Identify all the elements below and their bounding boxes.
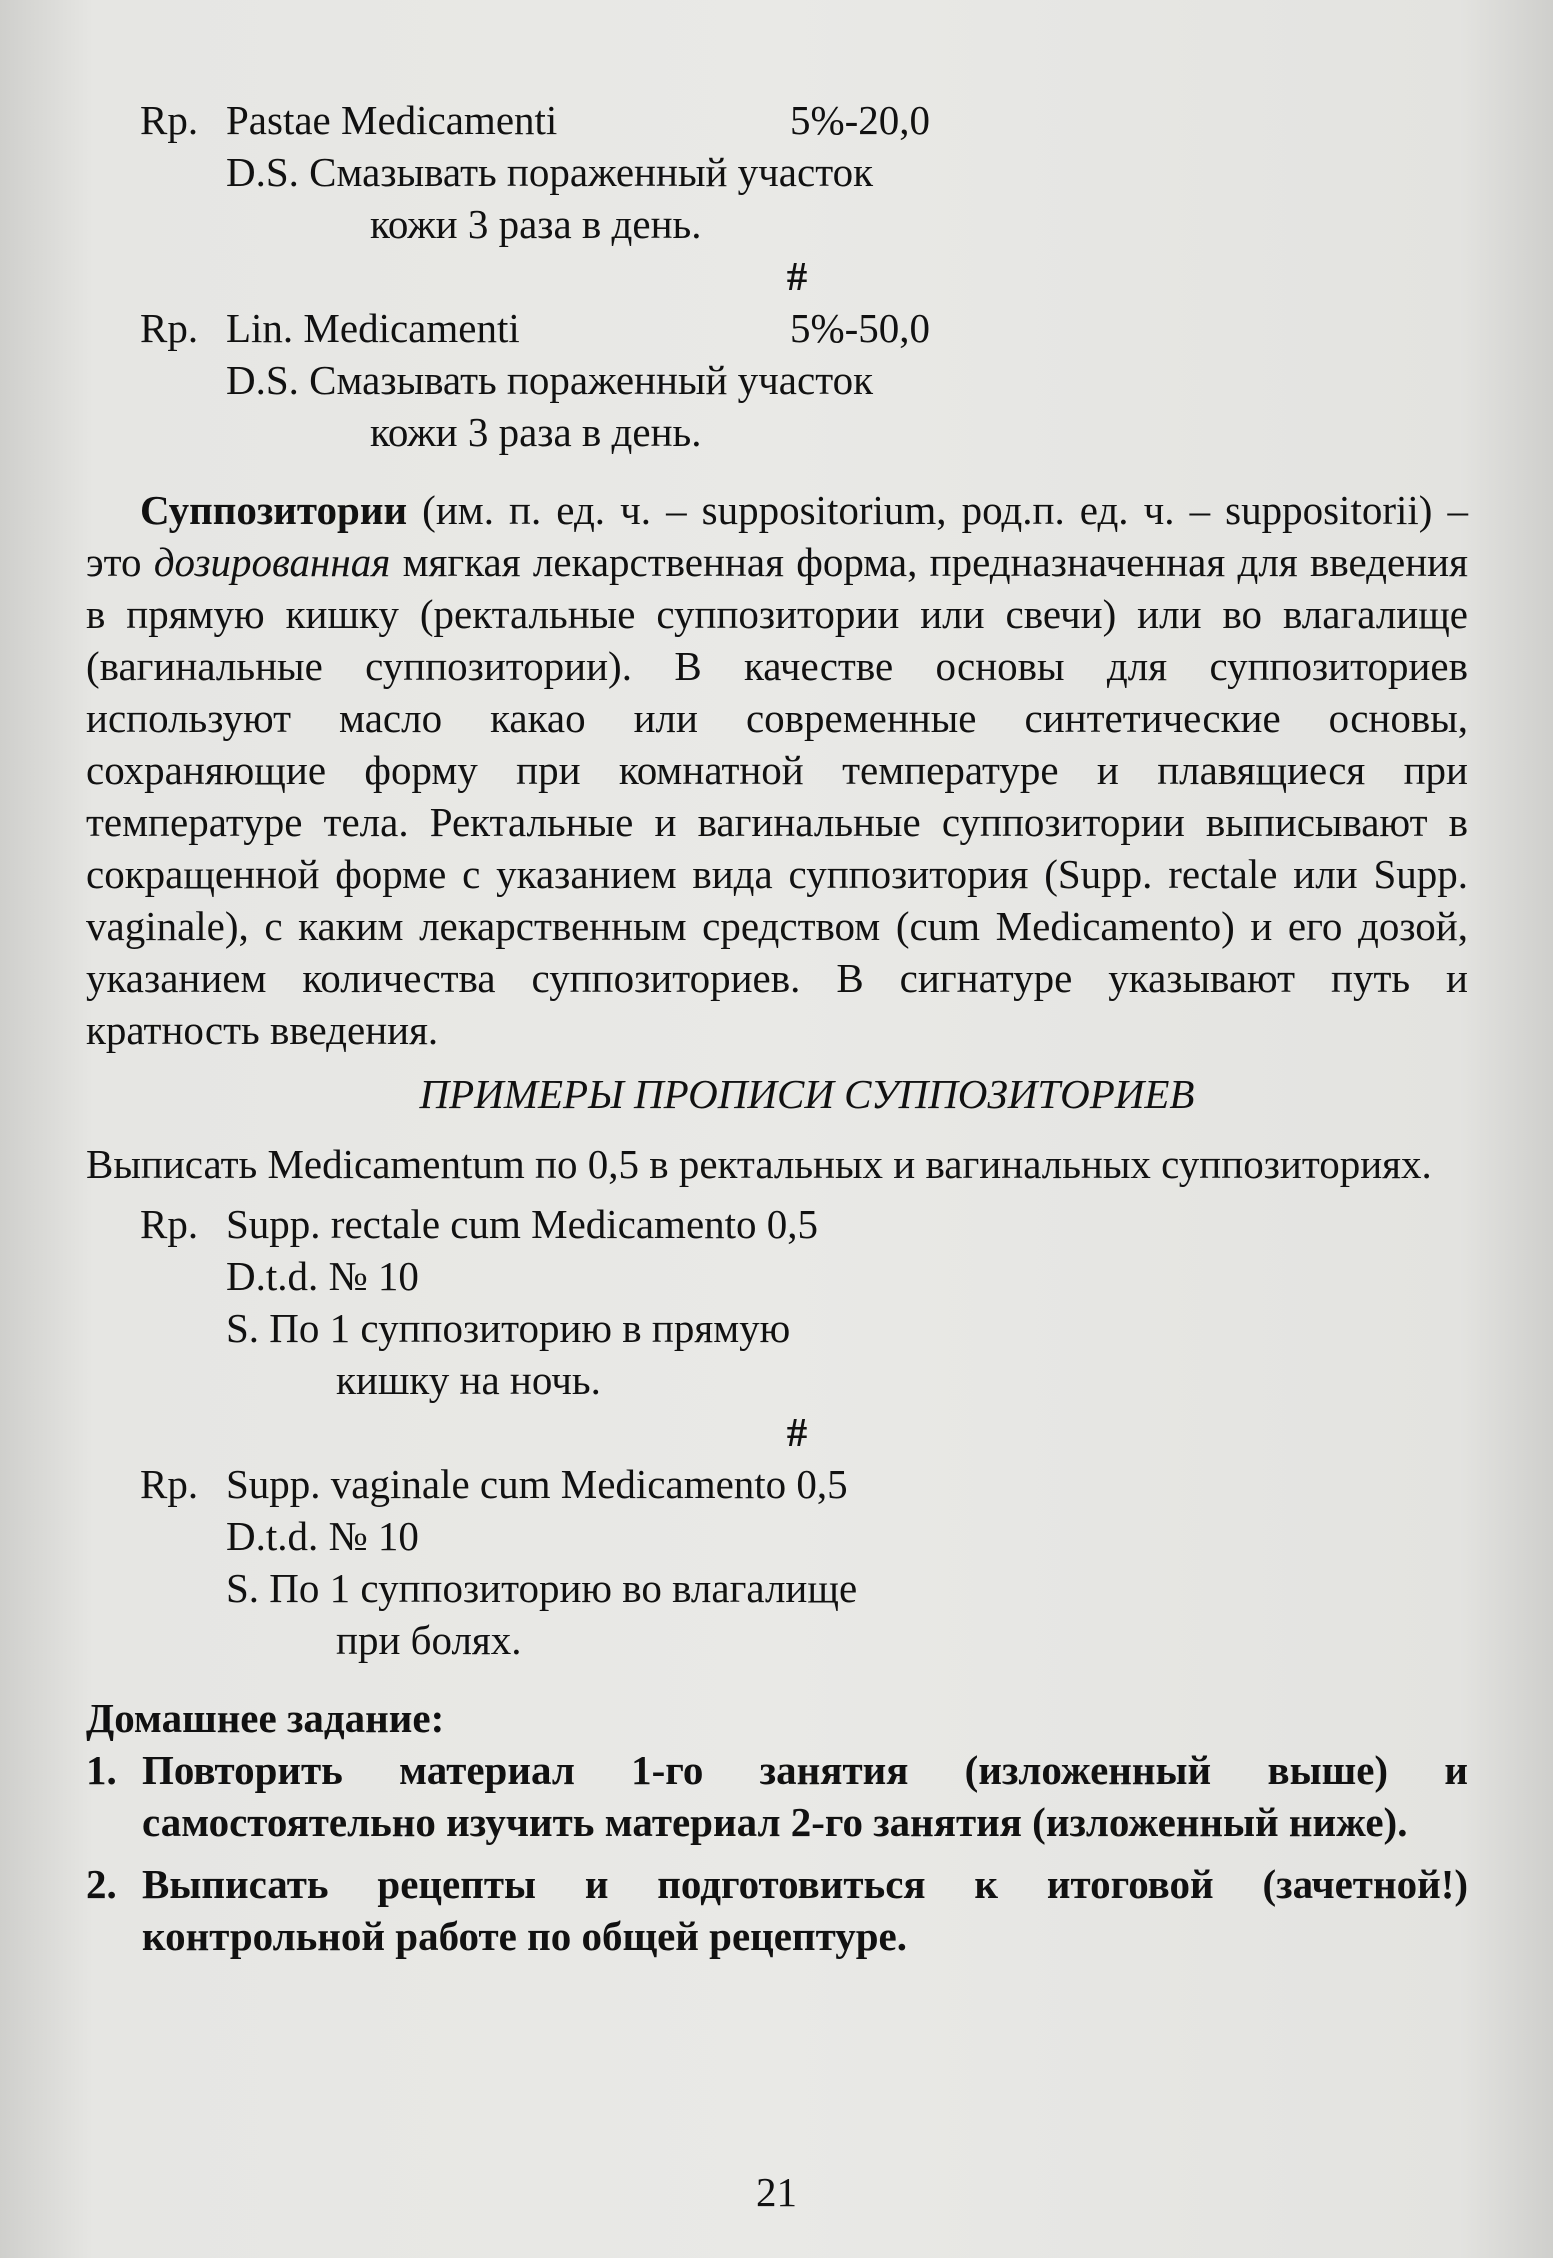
definition-italic: дозированная bbox=[153, 539, 391, 585]
prescription-vaginal bbox=[86, 1458, 1468, 1666]
homework-item-number: 1. bbox=[86, 1747, 117, 1793]
separator-hash: # bbox=[786, 1409, 808, 1455]
rx-dtd: D.t.d. № 10 bbox=[226, 1513, 419, 1559]
rx-signature: D.S. Смазывать пораженный участок bbox=[226, 149, 873, 195]
suppositories-paragraph bbox=[86, 484, 1468, 1056]
homework-item bbox=[86, 1858, 1468, 1962]
rx-ingredient: Pastae Medicamenti bbox=[226, 97, 558, 143]
separator-hash: # bbox=[786, 253, 808, 299]
rx-dose: 5%-50,0 bbox=[790, 305, 931, 351]
rx-label: Rp. bbox=[140, 1461, 199, 1507]
rx-signature: S. По 1 суппозиторию во влагалище bbox=[226, 1565, 858, 1611]
rx-dtd: D.t.d. № 10 bbox=[226, 1253, 419, 1299]
rx-signature-cont: кишку на ночь. bbox=[336, 1357, 601, 1403]
term-suppositories: Суппозитории bbox=[140, 487, 408, 533]
rx-signature: D.S. Смазывать пораженный участок bbox=[226, 357, 873, 403]
rx-signature: S. По 1 суппозиторию в прямую bbox=[226, 1305, 791, 1351]
rx-ingredient: Supp. vaginale cum Medicamento 0,5 bbox=[226, 1461, 848, 1507]
rx-line bbox=[86, 1198, 1468, 1250]
page-number: 21 bbox=[756, 2169, 797, 2215]
rx-label: Rp. bbox=[140, 305, 199, 351]
definition-end: мягкая лекарственная форма, предназначенная для введения в прямую кишку (ректальные суппозитории или свечи) или во влагалище (вагинальные суппозитории). В качестве основы для суппозиториев используют масло какао или современные синтетические основы, сохраняющие форму при комнатной температуре и плавящиеся при температуре тела. Ректальные и вагинальные суппозитории выписывают в сокращенной форме с указанием вида суппозитория (Supp. rectale или Supp. vaginale), с каким лекарственным средством (cum Medicamento) и его дозой, указанием количества суппозиториев. В сигнатуре указывают путь и кратность введения. bbox=[86, 539, 1468, 1053]
homework-item-text: Выписать рецепты и подготовиться к итоговой (зачетной!) контрольной работе по общей рецептуре. bbox=[142, 1861, 1468, 1959]
page-content bbox=[86, 94, 1468, 1962]
rx-dose: 5%-20,0 bbox=[790, 97, 931, 143]
homework-item bbox=[86, 1744, 1468, 1848]
homework-item-number: 2. bbox=[86, 1861, 117, 1907]
rx-ingredient: Lin. Medicamenti bbox=[226, 305, 520, 351]
definition-start: (им. п. ед. ч. – suppositorium, род.п. ед. ч. – suppositorii) – это bbox=[86, 487, 1468, 585]
prescription-paste bbox=[86, 94, 1468, 250]
rx-label: Rp. bbox=[140, 97, 199, 143]
task-text: Выписать Medicamentum по 0,5 в ректальных и вагинальных суппозиториях. bbox=[86, 1141, 1432, 1187]
rx-signature-cont: кожи 3 раза в день. bbox=[370, 201, 702, 247]
prescription-rectal bbox=[86, 1198, 1468, 1406]
examples-heading: ПРИМЕРЫ ПРОПИСИ СУППОЗИТОРИЕВ bbox=[419, 1071, 1195, 1117]
rx-signature-cont: кожи 3 раза в день. bbox=[370, 409, 702, 455]
rx-ingredient: Supp. rectale cum Medicamento 0,5 bbox=[226, 1201, 819, 1247]
rx-line bbox=[86, 94, 1468, 146]
rx-signature-cont: при болях. bbox=[336, 1617, 522, 1663]
homework-item-text: Повторить материал 1-го занятия (изложенный выше) и самостоятельно изучить материал 2-го занятия (изложенный ниже). bbox=[142, 1747, 1468, 1845]
rx-line bbox=[86, 1458, 1468, 1510]
homework-title: Домашнее задание: bbox=[86, 1695, 445, 1741]
rx-label: Rp. bbox=[140, 1201, 199, 1247]
rx-line bbox=[86, 302, 1468, 354]
prescription-liniment bbox=[86, 302, 1468, 458]
